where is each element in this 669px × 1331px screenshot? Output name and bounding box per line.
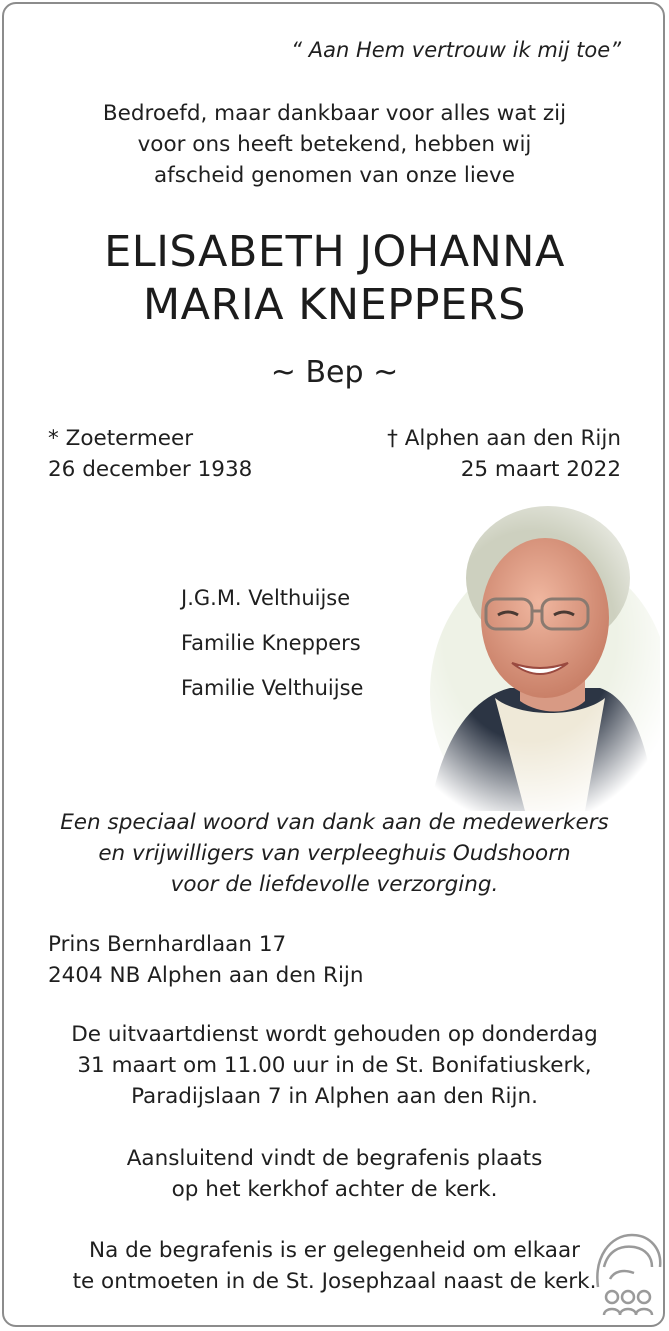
portrait-photo	[400, 493, 660, 811]
thanks-line: voor de liefdevolle verzorging.	[170, 872, 499, 897]
birth-info	[48, 423, 252, 485]
intro-text	[0, 98, 669, 191]
funeral-line: 31 maart om 11.00 uur in de St. Bonifatiuskerk,	[77, 1053, 592, 1078]
burial-line: op het kerkhof achter de kerk.	[171, 1177, 498, 1202]
deceased-name	[0, 226, 669, 332]
thanks-line: en vrijwilligers van verpleeghuis Oudshoorn	[98, 841, 571, 866]
nickname: ~ Bep ~	[270, 355, 399, 390]
name-line: ELISABETH JOHANNA	[104, 227, 565, 277]
funeral-service-text	[0, 1019, 669, 1112]
gathering-line: Na de begrafenis is er gelegenheid om elkaar	[89, 1238, 580, 1263]
quote: “ Aan Hem vertrouw ik mij toe”	[291, 38, 621, 62]
thanks-line: Een speciaal woord van dank aan de medewerkers	[60, 810, 609, 835]
gathering-line: te ontmoeten in de St. Josephzaal naast de kerk.	[72, 1269, 597, 1294]
intro-line: afscheid genomen van onze lieve	[154, 163, 515, 188]
thanks-text	[0, 807, 669, 900]
death-place: † Alphen aan den Rijn	[387, 426, 621, 451]
death-date: 25 maart 2022	[460, 457, 621, 482]
funeral-line: De uitvaartdienst wordt gehouden op donderdag	[71, 1022, 598, 1047]
family-group-logo-icon	[590, 1227, 666, 1319]
burial-text	[0, 1143, 669, 1205]
address-street: Prins Bernhardlaan 17	[48, 932, 287, 957]
burial-line: Aansluitend vindt de begrafenis plaats	[126, 1146, 543, 1171]
name-line: MARIA KNEPPERS	[143, 280, 526, 330]
family-member: Familie Kneppers	[181, 631, 361, 655]
birth-date: 26 december 1938	[48, 457, 253, 482]
gathering-text	[0, 1235, 669, 1297]
family-member: Familie Velthuijse	[181, 676, 364, 700]
intro-line: voor ons heeft betekend, hebben wij	[137, 132, 532, 157]
family-member: J.G.M. Velthuijse	[181, 586, 351, 610]
address-city: 2404 NB Alphen aan den Rijn	[48, 963, 364, 988]
intro-line: Bedroefd, maar dankbaar voor alles wat zij	[102, 101, 567, 126]
funeral-line: Paradijslaan 7 in Alphen aan den Rijn.	[131, 1084, 538, 1109]
correspondence-address	[48, 929, 364, 991]
birth-place: * Zoetermeer	[48, 426, 194, 451]
death-info	[387, 423, 621, 485]
